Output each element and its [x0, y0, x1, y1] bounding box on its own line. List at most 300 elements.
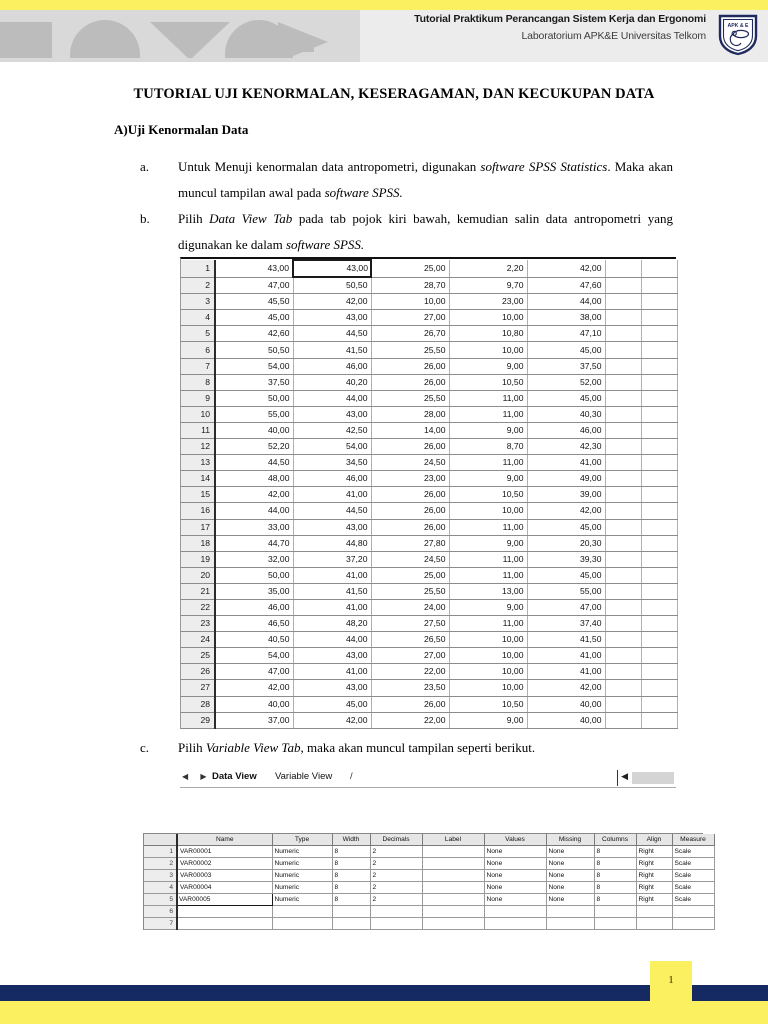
horizontal-scroll-left-icon[interactable]: ◀: [621, 771, 628, 781]
row-header-cell[interactable]: 17: [181, 519, 215, 535]
table-row[interactable]: [144, 894, 714, 906]
data-cell[interactable]: 50,50: [215, 342, 293, 358]
data-cell[interactable]: 42,00: [293, 294, 371, 310]
variable-cell[interactable]: [370, 918, 422, 930]
data-cell[interactable]: 44,00: [293, 390, 371, 406]
data-cell[interactable]: 44,70: [215, 535, 293, 551]
data-cell[interactable]: 46,00: [215, 599, 293, 615]
variable-cell[interactable]: 2: [370, 882, 422, 894]
empty-cell[interactable]: [605, 326, 641, 342]
data-cell[interactable]: 44,50: [293, 503, 371, 519]
data-cell[interactable]: 42,50: [293, 422, 371, 438]
row-header-cell[interactable]: 11: [181, 422, 215, 438]
data-cell[interactable]: 42,00: [293, 712, 371, 728]
variable-cell[interactable]: 2: [370, 846, 422, 858]
table-row[interactable]: [181, 342, 677, 358]
variable-cell[interactable]: Scale: [672, 870, 714, 882]
data-cell[interactable]: 47,00: [527, 599, 605, 615]
data-cell[interactable]: 46,50: [215, 616, 293, 632]
row-header-cell[interactable]: 2: [181, 277, 215, 294]
data-cell[interactable]: 41,00: [527, 664, 605, 680]
empty-cell[interactable]: [605, 519, 641, 535]
sheet-nav-arrows[interactable]: [182, 772, 212, 781]
table-row[interactable]: [181, 260, 677, 277]
row-header-cell[interactable]: 12: [181, 439, 215, 455]
row-header-cell[interactable]: 6: [144, 906, 177, 918]
variable-cell[interactable]: None: [484, 846, 546, 858]
variable-cell[interactable]: 8: [594, 882, 636, 894]
data-cell[interactable]: 40,00: [215, 696, 293, 712]
data-cell[interactable]: 47,00: [215, 277, 293, 294]
empty-cell[interactable]: [605, 310, 641, 326]
empty-cell[interactable]: [641, 519, 677, 535]
empty-cell[interactable]: [641, 551, 677, 567]
variable-cell[interactable]: None: [546, 882, 594, 894]
data-cell[interactable]: 41,00: [527, 648, 605, 664]
row-header-cell[interactable]: 3: [144, 870, 177, 882]
variable-cell[interactable]: 2: [370, 870, 422, 882]
empty-cell[interactable]: [641, 583, 677, 599]
data-cell[interactable]: 40,00: [527, 696, 605, 712]
data-cell[interactable]: 27,80: [371, 535, 449, 551]
table-row[interactable]: [181, 326, 677, 342]
table-row[interactable]: [181, 471, 677, 487]
row-header-cell[interactable]: 28: [181, 696, 215, 712]
data-cell[interactable]: 41,50: [527, 632, 605, 648]
data-cell[interactable]: 40,30: [527, 406, 605, 422]
column-header-name[interactable]: Name: [177, 834, 272, 846]
table-row[interactable]: [181, 567, 677, 583]
data-cell[interactable]: 49,00: [527, 471, 605, 487]
data-cell[interactable]: 45,50: [215, 294, 293, 310]
data-cell[interactable]: 44,00: [215, 503, 293, 519]
table-row[interactable]: [181, 551, 677, 567]
row-header-cell[interactable]: 10: [181, 406, 215, 422]
data-cell[interactable]: 54,00: [215, 648, 293, 664]
data-cell[interactable]: 11,00: [449, 519, 527, 535]
data-cell[interactable]: 42,00: [215, 680, 293, 696]
variable-cell[interactable]: None: [484, 894, 546, 906]
data-cell[interactable]: 37,40: [527, 616, 605, 632]
data-cell[interactable]: 43,00: [293, 680, 371, 696]
table-row[interactable]: [181, 664, 677, 680]
data-cell[interactable]: 38,00: [527, 310, 605, 326]
row-header-cell[interactable]: 20: [181, 567, 215, 583]
data-cell[interactable]: 40,00: [527, 712, 605, 728]
row-header-cell[interactable]: 5: [144, 894, 177, 906]
variable-cell[interactable]: VAR00003: [177, 870, 272, 882]
empty-cell[interactable]: [641, 535, 677, 551]
row-header-cell[interactable]: 6: [181, 342, 215, 358]
variable-cell[interactable]: [594, 918, 636, 930]
data-cell[interactable]: 46,00: [293, 358, 371, 374]
table-row[interactable]: [181, 648, 677, 664]
data-cell[interactable]: 25,50: [371, 583, 449, 599]
data-cell[interactable]: 22,00: [371, 712, 449, 728]
column-header-decimals[interactable]: Decimals: [370, 834, 422, 846]
variable-cell[interactable]: None: [484, 882, 546, 894]
data-cell[interactable]: 24,00: [371, 599, 449, 615]
data-cell[interactable]: 40,50: [215, 632, 293, 648]
empty-cell[interactable]: [605, 599, 641, 615]
tab-data-view[interactable]: Data View: [212, 771, 257, 782]
variable-cell[interactable]: Numeric: [272, 846, 332, 858]
variable-cell[interactable]: 8: [594, 870, 636, 882]
empty-cell[interactable]: [605, 551, 641, 567]
row-header-cell[interactable]: 8: [181, 374, 215, 390]
variable-cell[interactable]: [422, 918, 484, 930]
variable-cell[interactable]: 8: [594, 846, 636, 858]
spss-variable-view-grid[interactable]: [143, 833, 706, 930]
data-cell[interactable]: 41,00: [527, 455, 605, 471]
empty-cell[interactable]: [641, 680, 677, 696]
data-cell[interactable]: 47,10: [527, 326, 605, 342]
empty-cell[interactable]: [605, 358, 641, 374]
variable-cell[interactable]: Numeric: [272, 858, 332, 870]
data-cell[interactable]: 10,00: [449, 664, 527, 680]
spss-data-view-grid[interactable]: [180, 257, 676, 729]
data-cell[interactable]: 44,50: [293, 326, 371, 342]
variable-cell[interactable]: [636, 918, 672, 930]
data-cell[interactable]: 37,50: [215, 374, 293, 390]
table-row[interactable]: [181, 422, 677, 438]
empty-cell[interactable]: [605, 294, 641, 310]
data-cell[interactable]: 11,00: [449, 567, 527, 583]
table-row[interactable]: [181, 277, 677, 294]
spss-sheet-tab-bar[interactable]: [180, 769, 676, 788]
empty-cell[interactable]: [641, 294, 677, 310]
data-cell[interactable]: 50,00: [215, 567, 293, 583]
empty-cell[interactable]: [605, 503, 641, 519]
empty-cell[interactable]: [641, 696, 677, 712]
data-cell[interactable]: 11,00: [449, 616, 527, 632]
empty-cell[interactable]: [641, 310, 677, 326]
variable-cell[interactable]: Scale: [672, 882, 714, 894]
variable-cell[interactable]: [636, 906, 672, 918]
data-cell[interactable]: 9,00: [449, 712, 527, 728]
data-cell[interactable]: 44,00: [527, 294, 605, 310]
row-header-cell[interactable]: 19: [181, 551, 215, 567]
data-cell[interactable]: 42,00: [215, 487, 293, 503]
row-header-cell[interactable]: 25: [181, 648, 215, 664]
data-cell[interactable]: 41,50: [293, 342, 371, 358]
data-cell[interactable]: 10,50: [449, 487, 527, 503]
sheet-prev-arrow-icon[interactable]: ◀: [182, 772, 194, 781]
variable-cell[interactable]: VAR00001: [177, 846, 272, 858]
data-cell[interactable]: 26,00: [371, 503, 449, 519]
empty-cell[interactable]: [641, 358, 677, 374]
variable-cell[interactable]: [272, 906, 332, 918]
empty-cell[interactable]: [641, 439, 677, 455]
data-cell[interactable]: 45,00: [527, 519, 605, 535]
data-cell[interactable]: 9,00: [449, 471, 527, 487]
data-cell[interactable]: 45,00: [527, 567, 605, 583]
variable-cell[interactable]: [546, 906, 594, 918]
variable-cell[interactable]: None: [546, 858, 594, 870]
row-header-cell[interactable]: 29: [181, 712, 215, 728]
table-row[interactable]: [181, 487, 677, 503]
empty-cell[interactable]: [605, 616, 641, 632]
variable-cell[interactable]: Scale: [672, 894, 714, 906]
table-row[interactable]: [181, 680, 677, 696]
variable-cell[interactable]: [422, 882, 484, 894]
variable-cell[interactable]: 2: [370, 858, 422, 870]
data-cell[interactable]: 35,00: [215, 583, 293, 599]
data-cell[interactable]: 42,00: [527, 503, 605, 519]
data-cell[interactable]: 41,00: [293, 567, 371, 583]
data-cell[interactable]: 23,00: [371, 471, 449, 487]
empty-cell[interactable]: [641, 422, 677, 438]
empty-cell[interactable]: [641, 260, 677, 277]
table-row[interactable]: [181, 310, 677, 326]
variable-cell[interactable]: [272, 918, 332, 930]
variable-cell[interactable]: 8: [332, 858, 370, 870]
data-cell[interactable]: 48,20: [293, 616, 371, 632]
row-header-cell[interactable]: 23: [181, 616, 215, 632]
data-cell[interactable]: 28,70: [371, 277, 449, 294]
row-header-cell[interactable]: 18: [181, 535, 215, 551]
data-cell[interactable]: 43,00: [215, 260, 293, 277]
variable-cell[interactable]: VAR00004: [177, 882, 272, 894]
data-cell[interactable]: 13,00: [449, 583, 527, 599]
table-row[interactable]: [144, 846, 714, 858]
variable-cell[interactable]: 8: [594, 858, 636, 870]
empty-cell[interactable]: [605, 342, 641, 358]
variable-cell[interactable]: Right: [636, 870, 672, 882]
empty-cell[interactable]: [641, 277, 677, 294]
row-header-cell[interactable]: 24: [181, 632, 215, 648]
variable-cell[interactable]: [484, 906, 546, 918]
variable-cell[interactable]: 2: [370, 894, 422, 906]
data-cell[interactable]: 26,70: [371, 326, 449, 342]
table-row[interactable]: [181, 455, 677, 471]
empty-cell[interactable]: [641, 648, 677, 664]
variable-cell[interactable]: 8: [332, 882, 370, 894]
data-cell[interactable]: 45,00: [527, 390, 605, 406]
empty-cell[interactable]: [641, 616, 677, 632]
table-row[interactable]: [181, 616, 677, 632]
empty-cell[interactable]: [605, 535, 641, 551]
data-cell[interactable]: 23,50: [371, 680, 449, 696]
variable-cell[interactable]: [546, 918, 594, 930]
data-cell[interactable]: 39,30: [527, 551, 605, 567]
table-row[interactable]: [144, 906, 714, 918]
data-cell[interactable]: 41,50: [293, 583, 371, 599]
row-header-cell[interactable]: 7: [144, 918, 177, 930]
table-row[interactable]: [181, 696, 677, 712]
table-row[interactable]: [181, 632, 677, 648]
data-cell[interactable]: 42,60: [215, 326, 293, 342]
empty-cell[interactable]: [605, 648, 641, 664]
empty-cell[interactable]: [605, 260, 641, 277]
data-cell[interactable]: 23,00: [449, 294, 527, 310]
data-cell[interactable]: 37,00: [215, 712, 293, 728]
data-cell[interactable]: 10,00: [449, 680, 527, 696]
data-cell[interactable]: 26,00: [371, 696, 449, 712]
empty-cell[interactable]: [641, 406, 677, 422]
data-cell[interactable]: 11,00: [449, 406, 527, 422]
table-row[interactable]: [181, 503, 677, 519]
empty-cell[interactable]: [605, 567, 641, 583]
table-row[interactable]: [181, 712, 677, 728]
data-cell[interactable]: 43,00: [293, 406, 371, 422]
empty-cell[interactable]: [641, 326, 677, 342]
data-cell[interactable]: 25,50: [371, 342, 449, 358]
data-cell[interactable]: 8,70: [449, 439, 527, 455]
empty-cell[interactable]: [641, 599, 677, 615]
column-header-values[interactable]: Values: [484, 834, 546, 846]
data-cell[interactable]: 43,00: [293, 519, 371, 535]
data-cell[interactable]: 25,00: [371, 260, 449, 277]
table-row[interactable]: [181, 406, 677, 422]
variable-cell[interactable]: [484, 918, 546, 930]
row-header-cell[interactable]: 3: [181, 294, 215, 310]
variable-cell[interactable]: [332, 918, 370, 930]
data-cell[interactable]: 27,50: [371, 616, 449, 632]
data-cell[interactable]: 54,00: [293, 439, 371, 455]
data-cell[interactable]: 42,00: [527, 260, 605, 277]
empty-cell[interactable]: [641, 503, 677, 519]
row-header-cell[interactable]: 2: [144, 858, 177, 870]
column-header-missing[interactable]: Missing: [546, 834, 594, 846]
data-cell[interactable]: 11,00: [449, 455, 527, 471]
data-cell[interactable]: 50,50: [293, 277, 371, 294]
empty-cell[interactable]: [641, 567, 677, 583]
horizontal-scrollbar-thumb[interactable]: [632, 772, 674, 784]
table-row[interactable]: [181, 439, 677, 455]
variable-cell[interactable]: 8: [332, 894, 370, 906]
data-cell[interactable]: 28,00: [371, 406, 449, 422]
data-cell[interactable]: 37,20: [293, 551, 371, 567]
data-cell[interactable]: 45,00: [527, 342, 605, 358]
variable-cell[interactable]: None: [546, 894, 594, 906]
data-cell[interactable]: 27,00: [371, 310, 449, 326]
data-cell[interactable]: 27,00: [371, 648, 449, 664]
empty-cell[interactable]: [605, 712, 641, 728]
row-header-cell[interactable]: 27: [181, 680, 215, 696]
row-header-cell[interactable]: 4: [181, 310, 215, 326]
column-header-columns[interactable]: Columns: [594, 834, 636, 846]
data-cell[interactable]: 9,70: [449, 277, 527, 294]
empty-cell[interactable]: [641, 632, 677, 648]
empty-cell[interactable]: [605, 487, 641, 503]
data-cell[interactable]: 26,00: [371, 358, 449, 374]
empty-cell[interactable]: [605, 664, 641, 680]
empty-cell[interactable]: [641, 487, 677, 503]
empty-cell[interactable]: [605, 455, 641, 471]
data-cell[interactable]: 11,00: [449, 551, 527, 567]
data-cell[interactable]: 55,00: [527, 583, 605, 599]
variable-cell[interactable]: [422, 894, 484, 906]
data-cell[interactable]: 9,00: [449, 599, 527, 615]
empty-cell[interactable]: [605, 422, 641, 438]
data-cell[interactable]: 44,00: [293, 632, 371, 648]
table-row[interactable]: [181, 358, 677, 374]
empty-cell[interactable]: [641, 374, 677, 390]
data-cell[interactable]: 46,00: [293, 471, 371, 487]
data-cell[interactable]: 24,50: [371, 455, 449, 471]
table-row[interactable]: [181, 294, 677, 310]
data-cell[interactable]: 52,00: [527, 374, 605, 390]
data-cell[interactable]: 41,00: [293, 599, 371, 615]
data-cell[interactable]: 20,30: [527, 535, 605, 551]
variable-cell[interactable]: [422, 858, 484, 870]
variable-cell[interactable]: [177, 906, 272, 918]
empty-cell[interactable]: [605, 471, 641, 487]
row-header-cell[interactable]: 16: [181, 503, 215, 519]
data-cell[interactable]: 54,00: [215, 358, 293, 374]
data-cell[interactable]: 10,00: [371, 294, 449, 310]
variable-cell[interactable]: None: [484, 870, 546, 882]
data-cell[interactable]: 10,00: [449, 310, 527, 326]
empty-cell[interactable]: [605, 439, 641, 455]
sheet-next-arrow-icon[interactable]: ▶: [200, 772, 212, 781]
data-cell[interactable]: 45,00: [215, 310, 293, 326]
variable-cell[interactable]: None: [484, 858, 546, 870]
data-cell[interactable]: 10,00: [449, 648, 527, 664]
data-cell[interactable]: 52,20: [215, 439, 293, 455]
table-row[interactable]: [181, 519, 677, 535]
data-cell[interactable]: 47,60: [527, 277, 605, 294]
empty-cell[interactable]: [605, 390, 641, 406]
variable-cell[interactable]: Right: [636, 858, 672, 870]
table-row[interactable]: [181, 583, 677, 599]
data-cell[interactable]: 9,00: [449, 535, 527, 551]
table-row[interactable]: [181, 390, 677, 406]
empty-cell[interactable]: [641, 471, 677, 487]
data-cell[interactable]: 22,00: [371, 664, 449, 680]
variable-cell[interactable]: VAR00002: [177, 858, 272, 870]
tab-variable-view[interactable]: Variable View: [275, 771, 333, 782]
empty-cell[interactable]: [605, 374, 641, 390]
data-cell[interactable]: 41,00: [293, 664, 371, 680]
data-cell[interactable]: 40,00: [215, 422, 293, 438]
empty-cell[interactable]: [641, 342, 677, 358]
data-cell[interactable]: 43,00: [293, 648, 371, 664]
variable-cell[interactable]: [177, 918, 272, 930]
data-cell[interactable]: 42,30: [527, 439, 605, 455]
data-cell[interactable]: 25,00: [371, 567, 449, 583]
data-cell[interactable]: 10,00: [449, 342, 527, 358]
data-cell[interactable]: 44,80: [293, 535, 371, 551]
data-cell[interactable]: 14,00: [371, 422, 449, 438]
data-cell[interactable]: 46,00: [527, 422, 605, 438]
variable-cell[interactable]: Numeric: [272, 894, 332, 906]
empty-cell[interactable]: [605, 406, 641, 422]
variable-cell[interactable]: 8: [332, 846, 370, 858]
variable-cell[interactable]: Numeric: [272, 882, 332, 894]
data-cell[interactable]: 26,00: [371, 487, 449, 503]
empty-cell[interactable]: [605, 680, 641, 696]
data-cell[interactable]: 10,50: [449, 696, 527, 712]
data-cell[interactable]: 37,50: [527, 358, 605, 374]
empty-cell[interactable]: [605, 277, 641, 294]
data-cell[interactable]: 10,50: [449, 374, 527, 390]
row-header-cell[interactable]: 7: [181, 358, 215, 374]
column-header-type[interactable]: Type: [272, 834, 332, 846]
data-cell[interactable]: 10,80: [449, 326, 527, 342]
variable-cell[interactable]: [594, 906, 636, 918]
row-header-cell[interactable]: 4: [144, 882, 177, 894]
data-cell[interactable]: 55,00: [215, 406, 293, 422]
column-header-measure[interactable]: Measure: [672, 834, 714, 846]
data-cell[interactable]: 39,00: [527, 487, 605, 503]
row-header-cell[interactable]: 22: [181, 599, 215, 615]
table-row[interactable]: [144, 882, 714, 894]
variable-cell[interactable]: [332, 906, 370, 918]
variable-cell[interactable]: Numeric: [272, 870, 332, 882]
variable-cell[interactable]: None: [546, 870, 594, 882]
